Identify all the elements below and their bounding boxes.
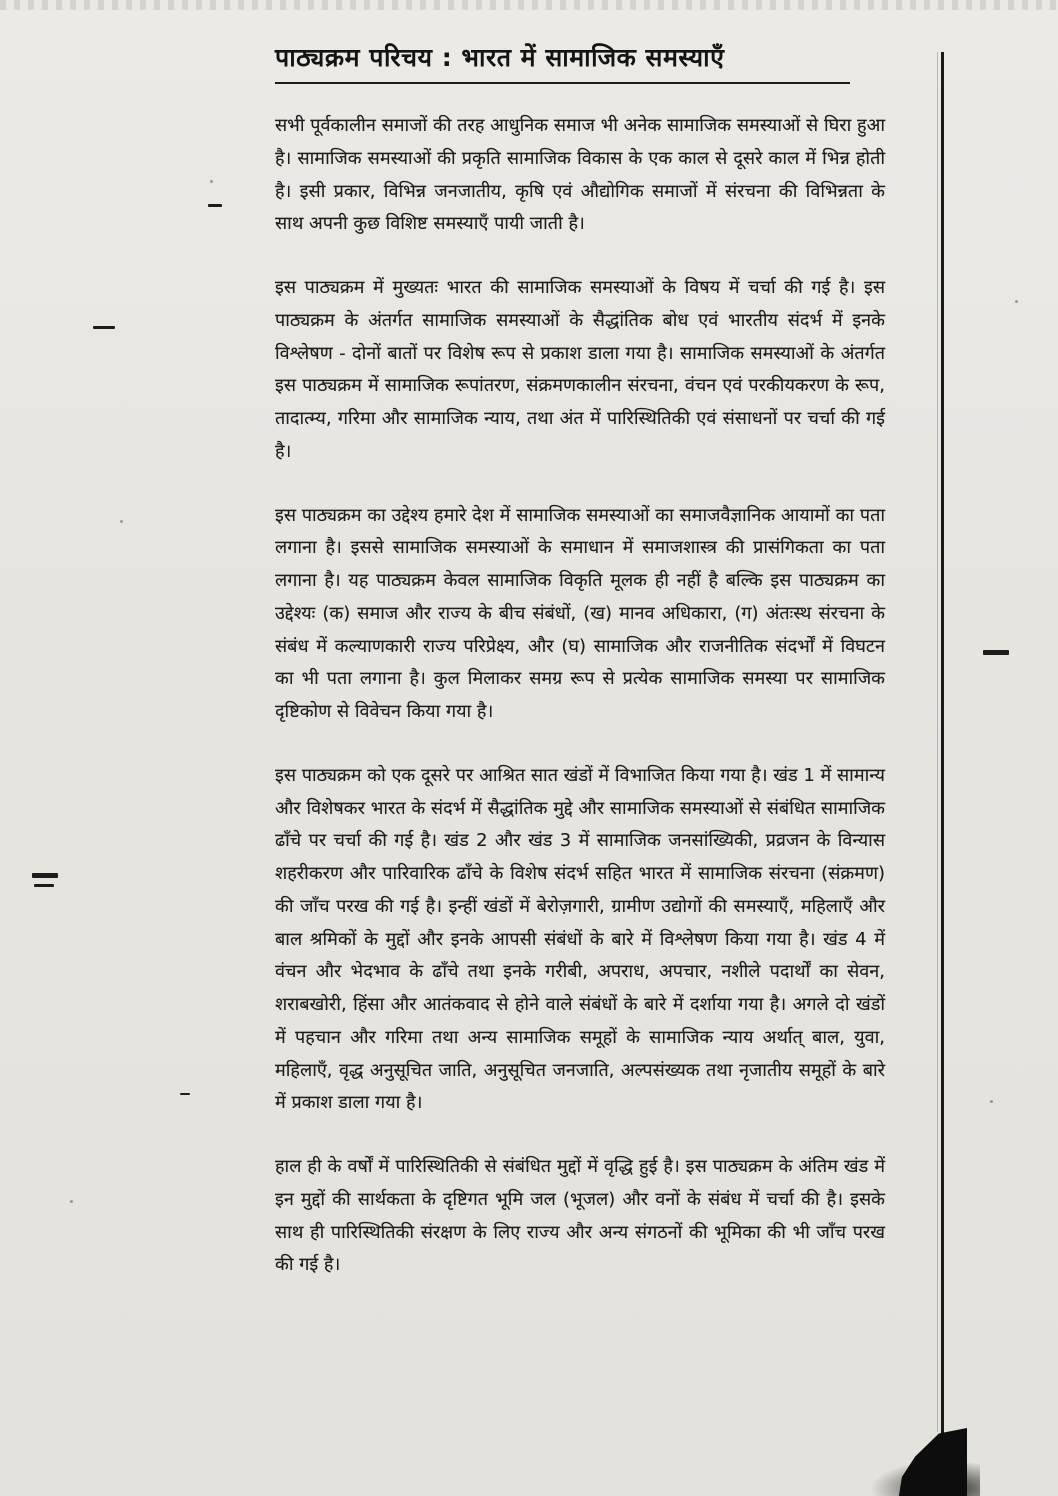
scan-top-edge [0, 0, 1058, 10]
margin-mark [93, 326, 115, 329]
paragraph-3: इस पाठ्यक्रम का उद्देश्य हमारे देश में सामाजिक समस्याओं का समाजवैज्ञानिक आयामों का पता लगाना है। इससे सामाजिक समस्याओं के समाधान में समाजशास्त्र की प्रासंगिकता का पता लगाना है। यह पाठ्यक्रम केवल सामाजिक विकृति मूलक ही नहीं है बल्कि इस पाठ्यक्रम का उद्देश्यः (क) समाज और राज्य के बीच संबंधों, (ख) मानव अधिकारा, (ग) अंतःस्थ संरचना के संबंध में कल्याणकारी राज्य परिप्रेक्ष्य, और (घ) सामाजिक और राजनीतिक संदर्भों में विघटन का भी पता लगाना है। कुल मिलाकर समग्र रूप से प्रत्येक सामाजिक समस्या पर सामाजिक दृष्टिकोण से विवेचन किया गया है। [275, 504, 885, 722]
scan-fold-line [937, 52, 938, 1432]
paragraph-1: सभी पूर्वकालीन समाजों की तरह आधुनिक समाज भी अनेक सामाजिक समस्याओं से घिरा हुआ है। सामाजिक समस्याओं की प्रकृति सामाजिक विकास के एक काल से दूसरे काल में भिन्न होती है। इसी प्रकार, विभिन्न जनजातीय, कृषि एवं औद्योगिक समाजों में संरचना की विभिन्नता के साथ अपनी कुछ विशिष्ट समस्याएँ पायी जाती है। [275, 115, 885, 235]
body-text [245, 110, 905, 1282]
scan-speck [1015, 300, 1018, 303]
scan-speck [70, 1200, 73, 1203]
paragraph-5: हाल ही के वर्षों में पारिस्थितिकी से संबंधित मुद्दों में वृद्धि हुई है। इस पाठ्यक्रम के अंतिम खंड में इन मुद्दों की सार्थकता के दृष्टिगत भूमि जल (भूजल) और वनों के संबंध में चर्चा की है। इसके साथ ही पारिस्थितिकी संरक्षण के लिए राज्य और अन्य संगठनों की भूमिका की भी जाँच परख की गई है। [275, 1156, 885, 1276]
paragraph-4: इस पाठ्यक्रम को एक दूसरे पर आश्रित सात खंडों में विभाजित किया गया है। खंड 1 में सामान्य और विशेषकर भारत के संदर्भ में सैद्धांतिक मुद्दे और सामाजिक समस्याओं से संबंधित सामाजिक ढाँचे पर चर्चा की गई है। खंड 2 और खंड 3 में सामाजिक जनसांख्यिकी, प्रव्रजन के विन्यास शहरीकरण और पारिवारिक ढाँचे के विशेष संदर्भ सहित भारत में सामाजिक संरचना (संक्रमण) की जाँच परख की गई है। इन्हीं खंडों में बेरोज़गारी, ग्रामीण उद्योगों की समस्याएँ, महिलाएँ और बाल श्रमिकों के मुद्दों और इनके आपसी संबंधों के बारे में विश्लेषण किया गया है। खंड 4 में वंचन और भेदभाव के ढाँचे तथा इनके गरीबी, अपराध, अपचार, नशीले पदार्थों का सेवन, शराबखोरी, हिंसा और आतंकवाद से होने वाले संबंधों के बारे में दर्शाया गया है। अगले दो खंडों में पहचान और गरिमा तथा अन्य सामाजिक समूहों के सामाजिक न्याय अर्थात् बाल, युवा, महिलाएँ, वृद्ध अनुसूचित जाति, अनुसूचित जनजाति, अल्पसंख्यक तथा नृजातीय समूहों के बारे में प्रकाश डाला गया है। [275, 764, 886, 1114]
scan-speck [990, 1100, 993, 1103]
margin-mark [34, 884, 54, 887]
paragraph-2: इस पाठ्यक्रम में मुख्यतः भारत की सामाजिक समस्याओं के विषय में चर्चा की गई है। इस पाठ्यक्रम के अंतर्गत सामाजिक समस्याओं के सैद्धांतिक बोध एवं भारतीय संदर्भ में इनके विश्लेषण - दोनों बातों पर विशेष रूप से प्रकाश डाला गया है। सामाजिक समस्याओं के अंतर्गत इस पाठ्यक्रम में सामाजिक रूपांतरण, संक्रमणकालीन संरचना, वंचन एवं परकीयकरण के रूप, तादात्म्य, गरिमा और सामाजिक न्याय, तथा अंत में पारिस्थितिकी एवं संसाधनों पर चर्चा की गई है। [275, 277, 885, 462]
margin-mark [983, 650, 1009, 655]
margin-mark [32, 873, 58, 878]
scan-edge-line [941, 52, 944, 1496]
scan-speck [210, 180, 213, 183]
page-title: पाठ्यक्रम परिचय : भारत में सामाजिक समस्याएँ [275, 40, 850, 84]
margin-mark [208, 204, 222, 207]
page-content [245, 40, 905, 1313]
scan-speck [120, 520, 123, 523]
margin-mark [180, 1093, 190, 1095]
